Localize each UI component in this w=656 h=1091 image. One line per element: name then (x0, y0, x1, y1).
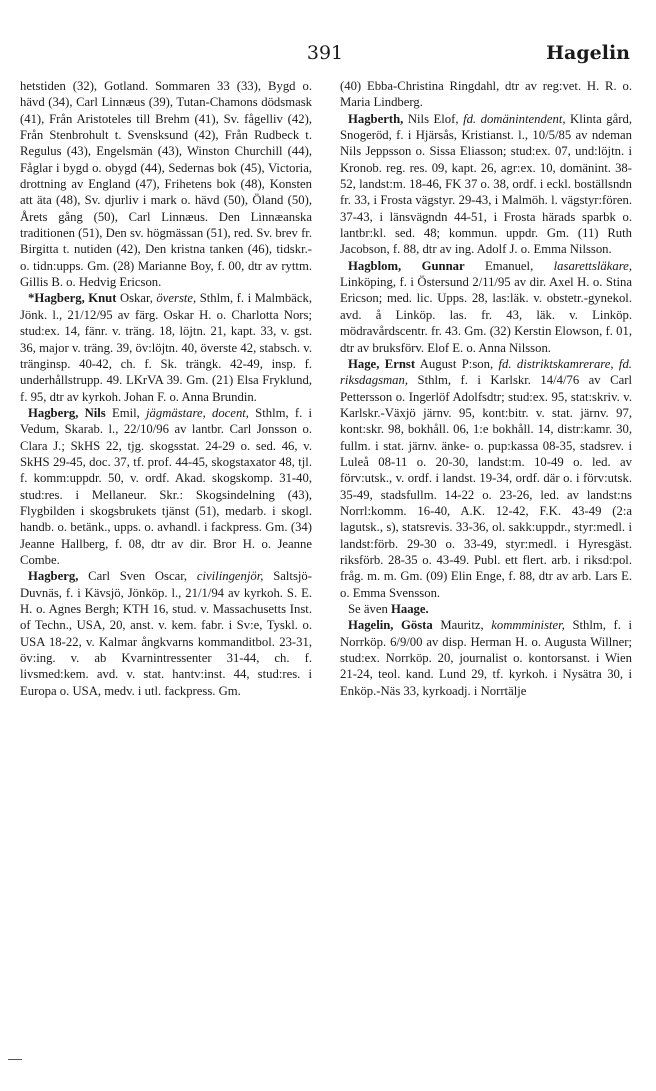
entry-text: (40) Ebba-Christina Ringdahl, dtr av reg:vet. H. R. o. Maria Lindberg. (340, 79, 632, 110)
biography-entry (340, 111, 632, 258)
entry-surname: Hagberg, (28, 569, 79, 584)
entry-given-rest: August P:son, (415, 356, 499, 371)
entry-given-rest: Nils Elof, (403, 111, 464, 126)
entry-surname: Hage, Ernst (348, 356, 416, 371)
biography-entry (340, 617, 632, 699)
entry-occupation: fd. distriktskamrerare, fd. riksdagsman, (340, 356, 632, 388)
entry-continuation (20, 78, 312, 290)
entry-text: hetstiden (32), Gotland. Sommaren 33 (33), Bygd o. hävd (34), Carl Linnæus (39), Tutan-Chamons dödsmask (41), Från Aristoteles till Brehm (41), Sv. fågelliv (42), Från Stenbrohult t. Svensksund (42), Från Rudbeck t. Regulus (43), Engelsmän (43), Winston Churchill (44), Fåglar i bygd o. obygd (44), Sedernas bok (45), Victoria, drottning av England (47), Frihetens bok (48), Konsten att äta (48), Sv. djurliv i mark o. hävd (50), Öland (50), Årets gång (50), Carl Linnæus. Den Linnæanska traditionen (51), Den sv. högmässan (51), red. Sv. brev fr. Birgitta t. nutiden (42), Den kristna tanken (46), tidskr.- o. tidn:upps. Gm. (28) Marianne Boy, f. 00, dtr av ryttm. Gillis B. o. Hedvig Ericson. (20, 79, 312, 290)
entry-given-rest: Emanuel, (464, 258, 554, 273)
entry-surname: *Hagberg, (28, 291, 85, 306)
two-column-body (20, 78, 632, 699)
entry-occupation: civilingenjör, (196, 569, 264, 584)
running-head: Hagelin (546, 42, 630, 64)
entry-occupation: fd. domänintendent, (463, 111, 566, 126)
entry-occupation: kommminister, (491, 618, 565, 633)
entry-given-rest: Carl Sven Oscar, (78, 569, 197, 584)
entry-text: Sthlm, f. i Norrköp. 6/9/00 av disp. Herman H. o. Augusta Willner; stud:ex. Norrköp. 20, journalist o. kontorsanst. i Wien 21-24, teol. kand. Lund 29, tf. kyrkoh. i Nysätra 30, i Enköp.-Näs 33, kyrkoadj. i Norrtälje (340, 618, 632, 698)
biography-entry (340, 258, 632, 356)
biography-entry (20, 405, 312, 568)
entry-text: Saltsjö-Duvnäs, f. i Kävsjö, Jönköp. l., 21/1/94 av kyrkoh. S. E. H. o. Agnes Bergh; KTH 16, stud. v. Massachusetts Inst. of Techn., USA, 20, anst. v. kem. fabr. i Sv:e, Tyskl. o. USA 18-22, v. Kalmar ångkvarns kommanditbol. 23-31, öv:ing. v. ab Kvarnintressenter 31-44, ch. f. livsmed:kem. avd. v. stat. hantv:inst. 44, stud:res. i Europa o. USA, medv. i utl. fackpress. Gm. (20, 569, 312, 698)
see-also-entry (340, 601, 632, 617)
entry-surname: Hagberth, (348, 111, 404, 126)
entry-surname: Hagblom, Gunnar (348, 258, 465, 273)
entry-occupation: jägmästare, docent, (146, 405, 249, 420)
entry-text: Sthlm, f. i Vedum, Skarab. l., 22/10/96 av lantbr. Carl Jonsson o. Clara J.; SkHS 22, tjg. skogsstat. 24-29 o. sed. 46, v. SkHS 29-45, doc. 37, tf. prof. 44-45, skogstaxator 48, tjl. f. komm:uppdr. 50, v. ordf. Akad. skogskomp. 31-40, stud:res. i Mellaneur. Skr.: Skogsindelning (43), Flygbilden i skogsbrukets tjänst (51), medarb. i skogl. handb. o. betänk., upps. o. avhandl. i fackpress. Gm. (34) Jeanne Hallberg, f. 08, dtr av dir. Bror H. o. Jeanne Combe. (20, 405, 312, 567)
biography-entry (20, 568, 312, 699)
margin-mark (8, 1059, 22, 1060)
entry-text: Sthlm, f. i Malmbäck, Jönk. l., 21/12/95 av färg. Oskar H. o. Charlotta Nors; stud:ex. 14, fänr. v. träng. 18, löjtn. 21, kapt. 33, v. gst. 36, major v. träng. 39, öv:löjtn. 40, överste 42, stabsch. v. tränginsp. 40-42, ch. f. Sk. trängk. 42-49, insp. f. underhållstrupp. 49. LKrVA 39. Gm. (21) Elsa Fryklund, f. 95, dtr av kyrkoh. Johan F. o. Anna Brundin. (20, 291, 313, 404)
entry-text: Sthlm, f. i Karlskr. 14/4/76 av Carl Pettersson o. Ingerlöf Adolfsdtr; stud:ex. 95, stat:skriv. v. Karlskr.-Växjö järnv. 95, kont:bitr. v. stat. järnv. 97, kont:skr. 98, bokhåll. 06, 1:e bokhåll. 14, distr:kamr. 30, fullm. i stat. järnv. änke- o. pup:kassa 08-35, stadsrev. i Luleå 08-11 o. 20-30, landst:m. 10-49 o. led. av förv:utsk., v. ordf. i landst. 19-34, ordf. där o. i förv:utsk. 35-49, stadsfullm. 14-22 o. 23-26, led. av landst:ns Norrl:komm. 16-40, A.K. 12-42, F.K. 43-49 (2:a lagutsk., s), statsrevis. 33-36, ol. sakk:uppdr., styr:medl. i landst:förb. 29-30 o. 33-49, styr:medl. i Hyresgäst. riksförb. 28-35 o. 43-49. Publ. ett flert. arb. i riksd:pol. fråg. m. m. Gm. (09) Elin Enge, f. 88, dtr av arb. Lars E. o. Emma Svensson. (340, 373, 632, 600)
entry-given-rest: Oskar, (116, 291, 157, 306)
entry-continuation (340, 78, 632, 111)
entry-occupation: överste, (156, 291, 197, 306)
entry-given-rest: Mauritz, (432, 618, 492, 633)
see-also-target: Haage. (390, 602, 429, 616)
entry-given-rest: Emil, (105, 405, 146, 420)
entry-surname: Hagberg, Nils (28, 405, 106, 420)
entry-text: Linköping, f. i Östersund 2/11/95 av dir. Axel H. o. Stina Ericson; med. lic. Upps. 28, las:läk. v. obstetr.-gynekol. avd. å Linköp. las. fr. 43, läk. v. Linköp. mödravårdscentr. fr. 43. Gm. (32) Kerstin Elowson, f. 01, dtr av bruksförv. Elof E. o. Anna Nilsson. (340, 275, 632, 355)
biography-entry (340, 356, 632, 601)
entry-occupation: lasarettsläkare, (553, 258, 632, 273)
biography-entry (20, 290, 312, 404)
right-column (340, 78, 632, 699)
entry-given-name: Knut (88, 291, 117, 306)
entry-surname: Hagelin, Gösta (348, 618, 433, 633)
page-number: 391 (306, 42, 344, 64)
see-also-label: Se även (348, 602, 388, 616)
entry-text: Klinta gård, Snogeröd, f. i Hjärsås, Kristianst. l., 10/5/85 av ndeman Nils Jeppsson o. Sissa Eliasson; stud:ex. 07, und:löjtn. i Kronob. reg. res. 09, kapt. 26, agr:ex. 10, domänint. 38-52, landst:m. 18-46, FK 37 o. 38, ordf. i eckl. boställsndn fr. 33, i Frosta vägstyr. 29-43, i Malmöh. l. vägstyr:fören. 37-43, i länsvägndn 44-51, i Frosta härads sparbk o. lantbr:kl. sed. 48; kommun. uppdr. Gm. (11) Ruth Jacobson, f. 88, dtr av ing. Adolf J. o. Emma Nilsson. (340, 111, 633, 257)
left-column (20, 78, 312, 699)
page-header (20, 42, 630, 70)
